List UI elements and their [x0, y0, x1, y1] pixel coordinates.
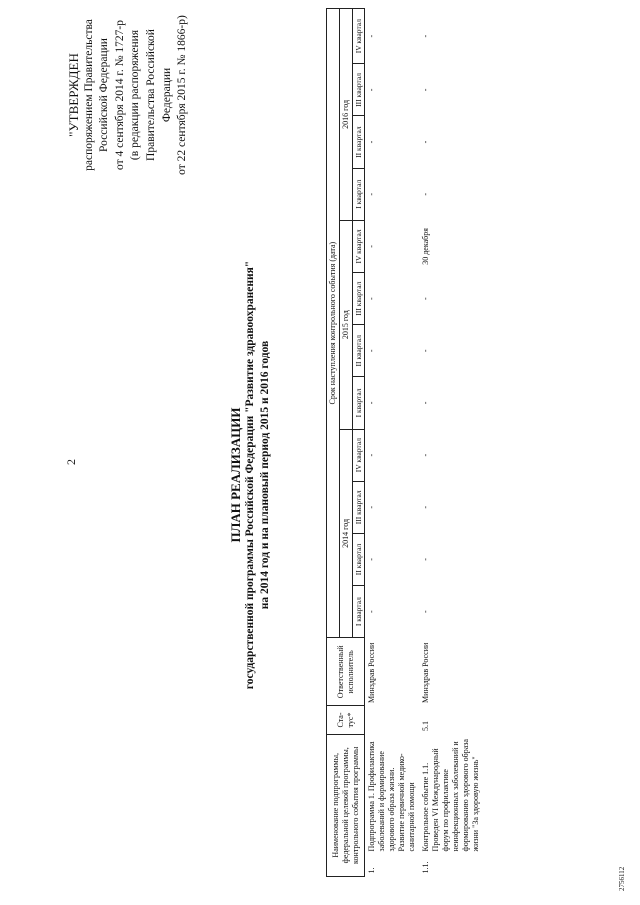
- row-status: 5.1: [421, 721, 430, 732]
- header-quarter: II квартал: [353, 116, 365, 168]
- title-line-2: государственной программы Российской Федерации "Развитие здравоохранения": [244, 260, 256, 690]
- header-quarter: III квартал: [353, 64, 365, 116]
- row-cell: -: [367, 401, 376, 405]
- row-name: Подпрограмма 1. Профилактика заболеваний и формирование здорового образа жизни. Развитие первичной медико-санитарной помощи: [367, 741, 416, 852]
- row-cell: -: [421, 140, 430, 144]
- header-quarter: I квартал: [353, 377, 365, 429]
- plan-table: [326, 8, 483, 877]
- header-year-2014: 2014 год: [340, 429, 353, 638]
- row-cell: -: [367, 349, 376, 353]
- row-executor: Минздрав России: [421, 642, 430, 703]
- title-line-3: на 2014 год и на плановый период 2015 и 2016 годов: [259, 340, 271, 610]
- row-cell: -: [421, 297, 430, 300]
- row-name: Контрольное событие 1.1. Проведен VI Международный форум по профилактике неинфекционных заболеваний и формированию здорового образа жизни "За здоровую жизнь": [421, 739, 480, 852]
- row-status: [365, 706, 420, 734]
- header-quarter: II квартал: [353, 325, 365, 377]
- row-number: 1.1.: [421, 861, 430, 874]
- approval-line: Российской Федерации: [98, 38, 111, 152]
- header-name: Наименование подпрограммы, федеральной целевой программы, контрольного события программы: [327, 734, 365, 876]
- row-cell: -: [367, 453, 376, 457]
- row-cell: -: [421, 558, 430, 561]
- row-cell: -: [421, 401, 430, 405]
- header-quarter: I квартал: [353, 168, 365, 220]
- title-line-1: ПЛАН РЕАЛИЗАЦИИ: [228, 407, 243, 543]
- row-cell: -: [367, 88, 376, 92]
- header-quarter: IV квартал: [353, 9, 365, 64]
- row-cell: -: [367, 192, 376, 196]
- row-cell: -: [421, 34, 430, 38]
- header-quarter: III квартал: [353, 273, 365, 325]
- row-cell: -: [367, 297, 376, 300]
- approval-heading: "УТВЕРЖДЕН: [66, 53, 81, 137]
- header-status: Ста-тус*: [327, 706, 365, 734]
- row-cell: 30 декабря: [421, 228, 430, 265]
- row-cell: -: [367, 245, 376, 248]
- document-title: [228, 215, 273, 735]
- row-cell: -: [367, 505, 376, 509]
- row-executor: Минздрав России: [367, 642, 376, 703]
- page-number: 2: [64, 459, 78, 465]
- row-cell: -: [421, 88, 430, 92]
- header-quarter: IV квартал: [353, 220, 365, 272]
- row-cell: -: [367, 610, 376, 613]
- header-quarter: III квартал: [353, 481, 365, 533]
- header-deadline: Срок наступления контрольного события (дата): [327, 9, 340, 638]
- header-quarter: IV квартал: [353, 429, 365, 481]
- document-id: 2756112: [618, 866, 626, 891]
- approval-line: от 4 сентября 2014 г. № 1727-р: [113, 19, 126, 171]
- row-cell: -: [421, 192, 430, 196]
- approval-line: распоряжением Правительства: [82, 19, 95, 171]
- row-cell: -: [367, 140, 376, 144]
- header-quarter: II квартал: [353, 533, 365, 585]
- row-cell: -: [421, 610, 430, 613]
- approval-line: Правительства Российской Федерации: [144, 29, 173, 161]
- header-executor: Ответственный исполнитель: [327, 638, 365, 706]
- approval-stamp: [66, 15, 191, 175]
- header-year-2016: 2016 год: [340, 9, 353, 221]
- approval-line: (в редакции распоряжения: [129, 29, 142, 161]
- row-cell: -: [367, 558, 376, 561]
- row-cell: -: [421, 453, 430, 457]
- table-row: [419, 9, 483, 877]
- header-year-2015: 2015 год: [340, 220, 353, 429]
- header-quarter: I квартал: [353, 586, 365, 638]
- approval-line: от 22 сентября 2015 г. № 1866-р): [176, 15, 189, 175]
- table-row: [365, 9, 420, 877]
- row-cell: -: [421, 349, 430, 353]
- row-cell: -: [367, 34, 376, 38]
- row-number: 1.: [367, 867, 376, 874]
- row-cell: -: [421, 505, 430, 509]
